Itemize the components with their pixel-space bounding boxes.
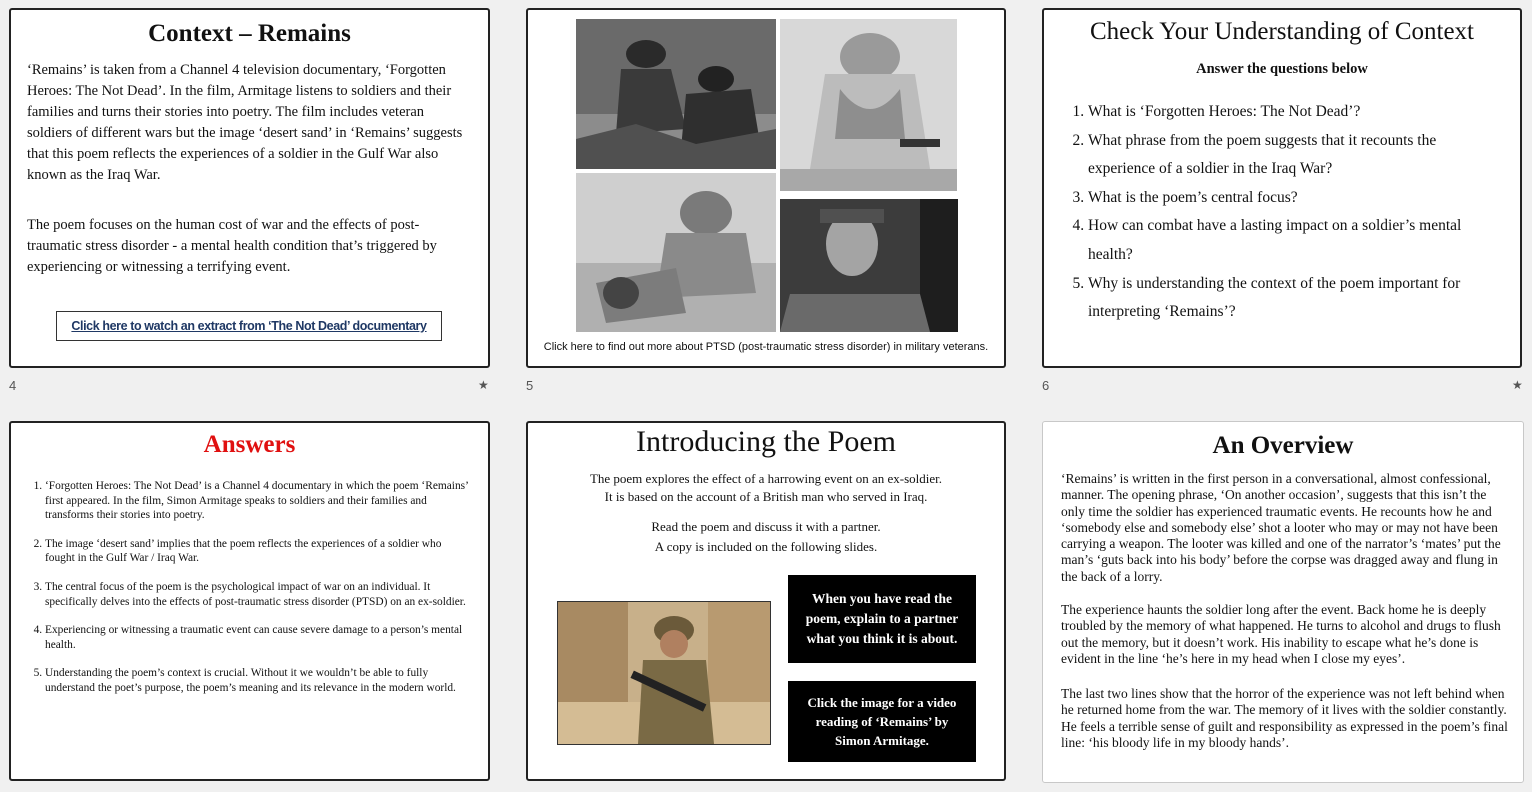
intro-line-2: It is based on the account of a British man who served in Iraq. xyxy=(604,489,928,504)
overview-paragraph-1: ‘Remains’ is written in the first person in a conversational, almost confessional, manner. The opening phrase, ‘On another occasion’, suggests that this isn’t the only time the soldier has experienced traumatic events. He recounts how he and ‘somebody else and somebody else’ shot a looter who may or may not have been carrying a weapon. The looter was killed and one of the narrator’s ‘mates’ put the man’s ‘guts back into his body’ before the corpse was dragged away and flung in the back of a lorry. xyxy=(1061,471,1501,584)
answer-item: 3. The central focus of the poem is the psychological impact of war on an individual. It specifically delves into the effects of post-traumatic stress disorder (PTSD) on an ex-soldier. xyxy=(45,580,473,609)
context-paragraph-2: The poem focuses on the human cost of war and the effects of post-traumatic stress disorder - a mental health condition that’s triggered by experiencing or witnessing a terrifying event. xyxy=(27,217,437,275)
animation-star-icon: ★ xyxy=(1512,378,1523,392)
question-item: 1. What is ‘Forgotten Heroes: The Not Dead’? xyxy=(1088,98,1498,127)
slide-title: Context – Remains xyxy=(148,20,351,47)
slide-number: 5 xyxy=(526,378,534,393)
question-item: 4. How can combat have a lasting impact on a soldier’s mental health? xyxy=(1088,212,1498,269)
slide-number: 6 xyxy=(1042,378,1050,393)
answers-list xyxy=(45,479,473,710)
slide-number: 4 xyxy=(9,378,17,393)
young-soldier-portrait-photo[interactable] xyxy=(780,199,958,332)
wounded-soldier-photo[interactable] xyxy=(576,173,776,332)
answer-item: 1. ‘Forgotten Heroes: The Not Dead’ is a Channel 4 documentary in which the poem ‘Remains’ first appeared. In the film, Simon Armitage speaks to soldiers and their families and transforms their stories into poetry. xyxy=(45,479,473,523)
overview-paragraph-3: The last two lines show that the horror of the experience was not left behind when he returned home from the war. The memory of it lives with the soldier constantly. He feels a terrible sense of guilt and responsibility as expressed in the poem’s final line: ‘his bloody life in my bloody hands’. xyxy=(1061,686,1508,750)
context-paragraph-1: ‘Remains’ is taken from a Channel 4 television documentary, ‘Forgotten Heroes: The Not Dead’. In the film, Armitage listens to soldiers and their families and turns their stories into poetry. The film includes veteran soldiers of different wars but the image ‘desert sand’ in ‘Remains’ suggests that this poem reflects the experiences of a soldier in the Gulf War also known as the Iraq War. xyxy=(27,62,463,183)
questions-list xyxy=(1088,98,1498,327)
discuss-instruction-box: When you have read the poem, explain to a partner what you think it is about. xyxy=(788,575,976,663)
slide-6-check-understanding[interactable] xyxy=(1042,8,1522,368)
slide-title: Answers xyxy=(203,431,296,458)
slide-introducing-poem[interactable] xyxy=(526,421,1006,781)
animation-star-icon: ★ xyxy=(478,378,489,392)
slide-title: Introducing the Poem xyxy=(636,425,896,458)
slide-subtitle: Answer the questions below xyxy=(1196,61,1368,77)
soldiers-resting-photo[interactable] xyxy=(576,19,776,169)
answer-item: 4. Experiencing or witnessing a traumatic event can cause severe damage to a person’s mental health. xyxy=(45,623,473,652)
question-item: 3. What is the poem’s central focus? xyxy=(1088,184,1498,213)
documentary-link-text[interactable]: Click here to watch an extract from ‘The Not Dead’ documentary xyxy=(71,319,427,333)
video-reading-link-box[interactable]: Click the image for a video reading of ‘Remains’ by Simon Armitage. xyxy=(788,681,976,762)
documentary-link-button[interactable] xyxy=(56,311,442,341)
soldier-video-photo[interactable] xyxy=(557,601,771,745)
slide-title: An Overview xyxy=(1212,432,1354,459)
slide-an-overview[interactable] xyxy=(1042,421,1524,783)
intro-line-1: The poem explores the effect of a harrowing event on an ex-soldier. xyxy=(589,471,943,486)
question-item: 5. Why is understanding the context of the poem important for interpreting ‘Remains’? xyxy=(1088,270,1498,327)
answer-item: 2. The image ‘desert sand’ implies that the poem reflects the experiences of a soldier who fought in the Gulf War / Iraq War. xyxy=(45,537,473,566)
read-line-1: Read the poem and discuss it with a partner. xyxy=(651,519,881,534)
slide-answers[interactable] xyxy=(9,421,490,781)
read-line-2: A copy is included on the following slides. xyxy=(654,539,878,554)
slide-5-ptsd-images[interactable] xyxy=(526,8,1006,368)
ptsd-info-link[interactable]: Click here to find out more about PTSD (post-traumatic stress disorder) in military veterans. xyxy=(543,341,989,353)
slide-4-context-remains[interactable] xyxy=(9,8,490,368)
overview-paragraph-2: The experience haunts the soldier long after the event. Back home he is deeply troubled by the memory of what happened. He turns to alcohol and drugs to flush out the memory, but it doesn’t work. His inability to escape what he’s done is evident in the line ‘he’s here in my head when I close my eyes’. xyxy=(1061,602,1501,666)
answer-item: 5. Understanding the poem’s context is crucial. Without it we wouldn’t be able to fully understand the poet’s purpose, the poem’s meaning and its relevance in the modern world. xyxy=(45,666,473,695)
question-item: 2. What phrase from the poem suggests that it recounts the experience of a soldier in the Iraq War? xyxy=(1088,127,1498,184)
slide-title: Check Your Understanding of Context xyxy=(1090,18,1474,45)
soldier-head-in-hands-photo[interactable] xyxy=(780,19,957,191)
